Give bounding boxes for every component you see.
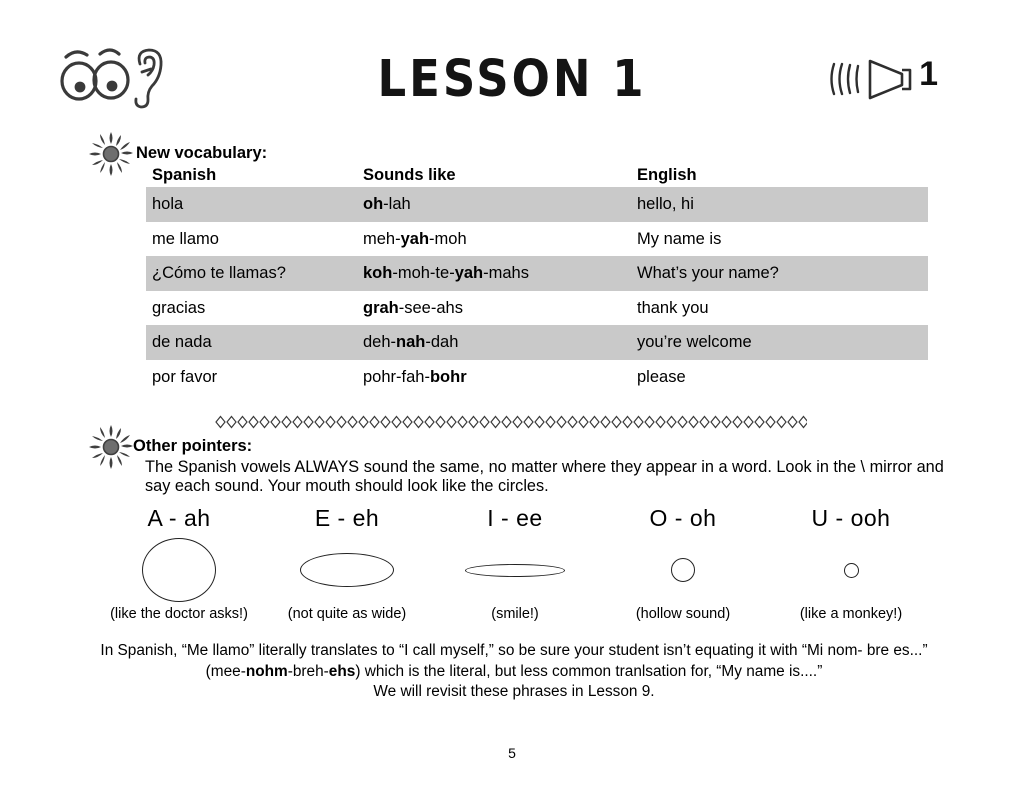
table-row (146, 325, 928, 360)
table-row (146, 256, 928, 291)
cell-sounds-like: grah-see-ahs (363, 298, 463, 317)
vowel-caption: (like a monkey!) (799, 606, 903, 622)
cell-spanish: gracias (152, 298, 206, 317)
bottom-note-line-1: In Spanish, “Me llamo” literally translates to “I call myself,” so be sure your student isn’t equating it with “Mi nom- (100, 642, 863, 659)
vowel-a (95, 505, 263, 622)
column-header-english: English (637, 165, 697, 184)
cell-english: hello, hi (637, 195, 694, 213)
pointers-body-text: The Spanish vowels ALWAYS sound the same, no matter where they appear in a word. Look in the \ mirror and say each sound. Your mouth should look like the circles. (145, 458, 944, 495)
vowel-mouth-shape-tiny-circle (767, 538, 935, 602)
bottom-note-line-2a: bre es...” (mee- (205, 642, 928, 680)
column-header-sounds-like: Sounds like (363, 165, 456, 184)
cell-sounds-like: koh-moh-te-yah-mahs (363, 264, 529, 282)
diamond-divider (215, 415, 807, 429)
cell-sounds-like: deh-nah-dah (363, 333, 459, 351)
bottom-note-line-2mid: -breh- (287, 662, 329, 680)
vowel-i (431, 505, 599, 622)
table-header-row (146, 163, 928, 187)
vowel-o (599, 505, 767, 622)
vowel-label: A - ah (147, 505, 211, 531)
table-row (146, 291, 928, 326)
table-row (146, 360, 928, 395)
vowel-label: E - eh (314, 505, 380, 531)
vowel-u (767, 505, 935, 622)
cell-spanish: de nada (152, 333, 212, 351)
vowel-shapes-row (95, 505, 935, 622)
cell-sounds-like: pohr-fah-bohr (363, 367, 467, 386)
pointers-heading: Other pointers: (133, 437, 253, 455)
cell-sounds-like: oh-lah (363, 195, 411, 213)
vowel-label: O - oh (649, 505, 717, 531)
bottom-note-bold-ehs: ehs (328, 662, 356, 680)
vowel-caption: (not quite as wide) (287, 606, 407, 622)
table-row (146, 222, 928, 257)
bottom-note-line-2b: ) which is the literal, but less common tranlsation for, “My name is....” (355, 662, 823, 680)
vowel-mouth-shape-large-circle (95, 538, 263, 602)
vowel-mouth-shape-flat-ellipse (431, 538, 599, 602)
cell-spanish: por favor (152, 367, 218, 386)
page-number: 5 (508, 745, 516, 761)
cell-english: What’s your name? (637, 264, 779, 282)
cell-english: My name is (637, 229, 722, 248)
bottom-note-line-3: We will revisit these phrases in Lesson 9. (373, 683, 655, 700)
sun-icon-vocabulary (88, 131, 134, 177)
column-header-spanish: Spanish (152, 165, 217, 184)
page-title: LESSON 1 (377, 48, 647, 109)
vowel-caption: (hollow sound) (635, 606, 731, 622)
vowel-caption: (like the doctor asks!) (110, 606, 248, 622)
cell-sounds-like: meh-yah-moh (363, 229, 467, 248)
vowel-mouth-shape-small-circle (599, 538, 767, 602)
cell-spanish: me llamo (152, 229, 219, 248)
cell-spanish: ¿Cómo te llamas? (152, 264, 286, 282)
vowel-mouth-shape-wide-ellipse (263, 538, 431, 602)
vowel-label: I - ee (487, 505, 543, 531)
cell-english: please (637, 367, 686, 386)
vowel-caption: (smile!) (491, 606, 539, 622)
bottom-note (100, 641, 928, 703)
bottom-note-bold-nohm: nohm (245, 662, 288, 680)
cell-spanish: hola (152, 195, 184, 213)
sun-icon-pointers (88, 424, 134, 470)
cell-english: thank you (637, 298, 709, 317)
cell-english: you’re welcome (637, 333, 752, 351)
vocabulary-table (146, 163, 928, 394)
vowel-e (263, 505, 431, 622)
audio-track-number: 1 (919, 55, 938, 93)
table-row (146, 187, 928, 222)
vocabulary-heading: New vocabulary: (136, 144, 268, 162)
vowel-label: U - ooh (811, 505, 891, 531)
